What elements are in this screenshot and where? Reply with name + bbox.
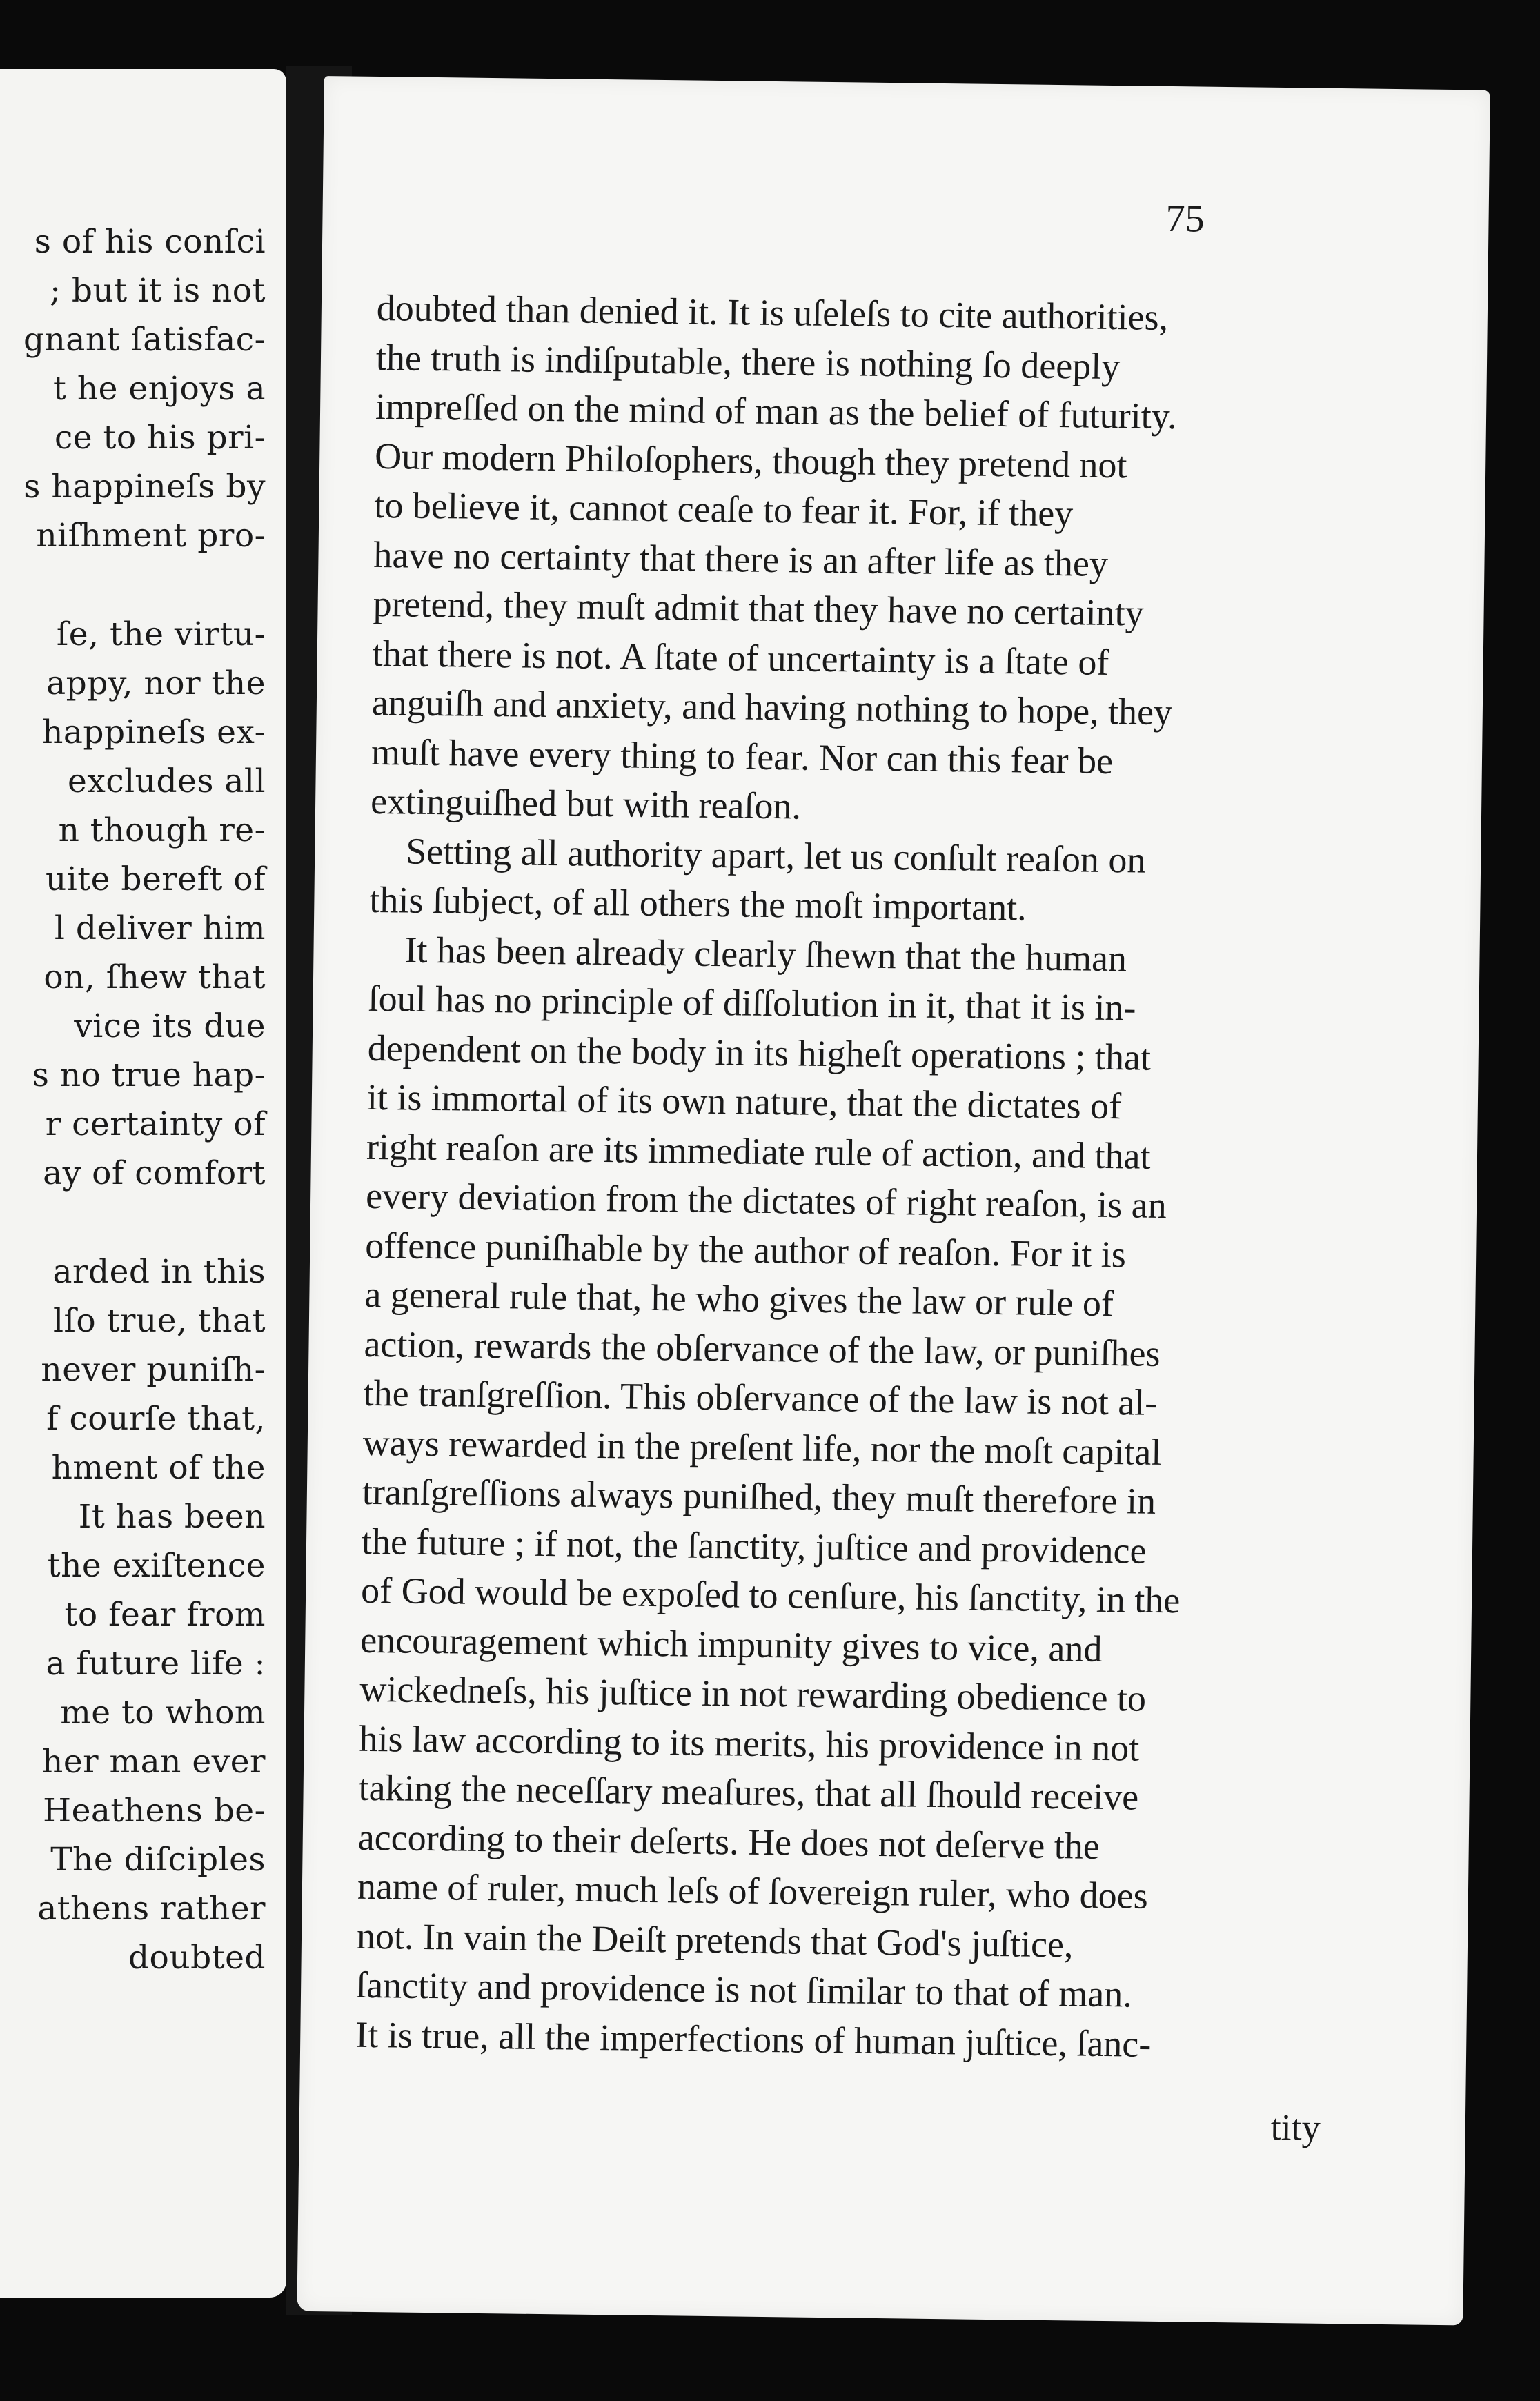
text-line: the future ; if not, the ſanctity, juſtice and providence <box>361 1520 1147 1572</box>
text-line-gap <box>23 560 266 610</box>
text-line: happineſs ex- <box>42 713 266 751</box>
text-line: n though re- <box>58 811 266 849</box>
text-line: according to their deſerts. He does not deſerve the <box>357 1816 1100 1867</box>
text-line: Heathens be- <box>43 1792 266 1830</box>
text-line: vice its due <box>74 1007 266 1045</box>
text-line: offence puniſhable by the author of reaſon. For it is <box>364 1224 1127 1275</box>
text-line: excludes all <box>68 762 266 800</box>
text-line: the exiſtence <box>47 1547 266 1585</box>
text-line: The diſciples <box>50 1841 266 1879</box>
left-page-fragment <box>0 69 286 2298</box>
text-line: that there is not. A ſtate of uncertainty is a ſtate of <box>372 632 1109 683</box>
text-line: name of ruler, much leſs of ſovereign ruler, who does <box>357 1865 1149 1917</box>
text-line: f courſe that, <box>46 1400 266 1438</box>
text-line: s no true hap- <box>32 1056 266 1094</box>
text-line: r certainty of <box>45 1105 266 1143</box>
text-line-gap <box>23 1198 266 1247</box>
right-page <box>297 76 1490 2325</box>
text-line: it is immortal of its own nature, that the dictates of <box>366 1076 1122 1127</box>
text-line: ce to his pri- <box>54 419 266 457</box>
text-line: athens rather <box>37 1890 266 1928</box>
text-line: t he enjoys a <box>53 370 266 408</box>
text-line: of God would be expoſed to cenſure, his ſanctity, in the <box>360 1569 1181 1621</box>
text-line: extinguiſhed but with reaſon. <box>370 780 802 827</box>
text-line: wickedneſs, his juſtice in not rewarding obedience to <box>359 1668 1147 1719</box>
text-line: the tranſgreſſion. This obſervance of the law is not al- <box>363 1372 1158 1423</box>
catchword: doubted <box>128 1939 266 1977</box>
left-page-text <box>23 217 266 1982</box>
text-line: never puniſh- <box>41 1351 266 1389</box>
text-line: It has been already clearly ſhewn that the human <box>404 929 1127 979</box>
text-line: It has been <box>78 1498 266 1536</box>
text-line: gnant ſatisfac- <box>23 321 266 359</box>
text-line: l deliver him <box>54 909 266 947</box>
text-line: arded in this <box>52 1253 266 1291</box>
text-line: ; but it is not <box>50 272 266 310</box>
text-line: encouragement which impunity gives to vice, and <box>359 1619 1103 1670</box>
text-line: not. In vain the Deiſt pretends that God's juſtice, <box>356 1915 1074 1965</box>
right-page-text <box>355 284 1343 2071</box>
text-line: s happineſs by <box>23 468 266 506</box>
text-line: this ſubject, of all others the moſt important. <box>369 878 1027 929</box>
text-line: anguiſh and anxiety, and having nothing to hope, they <box>371 681 1173 733</box>
text-line: s of his conſci <box>34 223 266 261</box>
text-line: ſe, the virtu- <box>56 615 266 653</box>
text-line: his law according to its merits, his providence in not <box>359 1717 1140 1769</box>
page-number: 75 <box>1165 197 1205 241</box>
text-line: appy, nor the <box>46 664 266 702</box>
text-line: ways rewarded in the preſent life, nor the moſt capital <box>362 1421 1162 1473</box>
text-line: It is true, all the imperfections of human juſtice, ſanc- <box>355 2013 1152 2065</box>
text-line: her man ever <box>42 1743 266 1781</box>
text-line: a future life : <box>46 1645 266 1683</box>
text-line: pretend, they muſt admit that they have no certainty <box>373 582 1145 634</box>
text-line: ſoul has no principle of diſſolution in it, that it is in- <box>368 977 1136 1029</box>
text-line: on, ſhew that <box>43 958 266 996</box>
text-line: niſhment pro- <box>36 517 266 555</box>
text-line: to believe it, cannot ceaſe to fear it. For, if they <box>374 484 1074 535</box>
text-line: muſt have every thing to fear. Nor can this fear be <box>371 731 1114 782</box>
text-line: Our modern Philoſophers, though they pretend not <box>374 435 1127 486</box>
text-line: ay of comfort <box>43 1154 266 1192</box>
text-line: have no certainty that there is an after life as they <box>373 533 1109 584</box>
text-line: dependent on the body in its higheſt operations ; that <box>367 1027 1152 1078</box>
text-line: right reaſon are its immediate rule of action, and that <box>366 1125 1151 1177</box>
text-line: a general rule that, he who gives the law or rule of <box>364 1273 1114 1325</box>
text-line: lſo true, that <box>52 1302 266 1340</box>
text-line: every deviation from the dictates of right reaſon, is an <box>365 1174 1167 1227</box>
text-line: doubted than denied it. It is uſeleſs to cite authorities, <box>376 286 1169 338</box>
text-line: me to whom <box>60 1694 266 1732</box>
text-line: taking the neceſſary meaſures, that all ſhould receive <box>358 1766 1139 1818</box>
text-line: Setting all authority apart, let us conſult reaſon on <box>405 830 1146 881</box>
catchword: tity <box>1270 2106 1321 2148</box>
text-line: to fear from <box>64 1596 266 1634</box>
text-line: action, rewards the obſervance of the law, or puniſhes <box>364 1323 1161 1374</box>
text-line: uite bereft of <box>45 860 266 898</box>
text-line: hment of the <box>51 1449 266 1487</box>
text-line: tranſgreſſions always puniſhed, they muſt therefore in <box>362 1470 1156 1522</box>
text-line: the truth is indiſputable, there is nothing ſo deeply <box>375 336 1121 387</box>
text-line: impreſſed on the mind of man as the belief of futurity. <box>375 385 1178 437</box>
text-line: ſanctity and providence is not ſimilar to that of man. <box>355 1964 1133 2015</box>
